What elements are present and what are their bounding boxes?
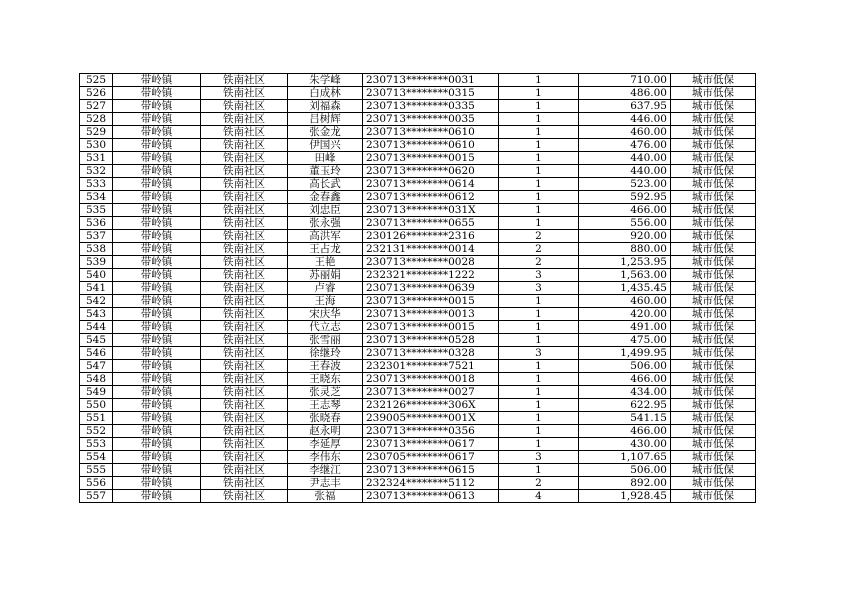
town-cell: 带岭镇 [113, 360, 201, 373]
table-row [80, 425, 756, 438]
id-number-cell: 230713********0028 [363, 256, 499, 269]
assistance-type-cell: 城市低保 [671, 269, 756, 282]
household-count-cell: 3 [499, 269, 579, 282]
row-number: 540 [80, 269, 113, 282]
assistance-type-cell: 城市低保 [671, 399, 756, 412]
amount-cell: 506.00 [579, 464, 671, 477]
name-cell: 高长武 [288, 178, 363, 191]
community-cell: 铁南社区 [201, 412, 288, 425]
row-number: 539 [80, 256, 113, 269]
assistance-type-cell: 城市低保 [671, 100, 756, 113]
household-count-cell: 1 [499, 74, 579, 87]
row-number: 536 [80, 217, 113, 230]
table-row [80, 386, 756, 399]
assistance-type-cell: 城市低保 [671, 477, 756, 490]
household-count-cell: 1 [499, 308, 579, 321]
name-cell: 白成林 [288, 87, 363, 100]
town-cell: 带岭镇 [113, 217, 201, 230]
assistance-type-cell: 城市低保 [671, 334, 756, 347]
amount-cell: 920.00 [579, 230, 671, 243]
assistance-type-cell: 城市低保 [671, 373, 756, 386]
assistance-type-cell: 城市低保 [671, 230, 756, 243]
name-cell: 刘忠臣 [288, 204, 363, 217]
household-count-cell: 1 [499, 87, 579, 100]
town-cell: 带岭镇 [113, 165, 201, 178]
amount-cell: 466.00 [579, 425, 671, 438]
table-row [80, 334, 756, 347]
name-cell: 赵永明 [288, 425, 363, 438]
name-cell: 王海 [288, 295, 363, 308]
assistance-type-cell: 城市低保 [671, 295, 756, 308]
town-cell: 带岭镇 [113, 100, 201, 113]
name-cell: 张福 [288, 490, 363, 503]
household-count-cell: 3 [499, 282, 579, 295]
table-row [80, 178, 756, 191]
table-row [80, 321, 756, 334]
row-number: 547 [80, 360, 113, 373]
amount-cell: 506.00 [579, 360, 671, 373]
id-number-cell: 230713********0035 [363, 113, 499, 126]
household-count-cell: 1 [499, 178, 579, 191]
table-row [80, 282, 756, 295]
amount-cell: 592.95 [579, 191, 671, 204]
community-cell: 铁南社区 [201, 334, 288, 347]
community-cell: 铁南社区 [201, 230, 288, 243]
row-number: 535 [80, 204, 113, 217]
town-cell: 带岭镇 [113, 74, 201, 87]
assistance-type-cell: 城市低保 [671, 490, 756, 503]
name-cell: 徐继玲 [288, 347, 363, 360]
town-cell: 带岭镇 [113, 490, 201, 503]
community-cell: 铁南社区 [201, 165, 288, 178]
row-number: 556 [80, 477, 113, 490]
community-cell: 铁南社区 [201, 425, 288, 438]
town-cell: 带岭镇 [113, 321, 201, 334]
row-number: 557 [80, 490, 113, 503]
amount-cell: 491.00 [579, 321, 671, 334]
town-cell: 带岭镇 [113, 113, 201, 126]
amount-cell: 637.95 [579, 100, 671, 113]
table-row [80, 438, 756, 451]
row-number: 542 [80, 295, 113, 308]
row-number: 545 [80, 334, 113, 347]
household-count-cell: 1 [499, 100, 579, 113]
name-cell: 王占龙 [288, 243, 363, 256]
household-count-cell: 1 [499, 373, 579, 386]
row-number: 527 [80, 100, 113, 113]
community-cell: 铁南社区 [201, 438, 288, 451]
id-number-cell: 230713********0027 [363, 386, 499, 399]
name-cell: 尹志丰 [288, 477, 363, 490]
row-number: 533 [80, 178, 113, 191]
assistance-type-cell: 城市低保 [671, 282, 756, 295]
community-cell: 铁南社区 [201, 87, 288, 100]
row-number: 525 [80, 74, 113, 87]
assistance-type-cell: 城市低保 [671, 425, 756, 438]
id-number-cell: 230713********0610 [363, 126, 499, 139]
table-row [80, 152, 756, 165]
name-cell: 王志琴 [288, 399, 363, 412]
amount-cell: 460.00 [579, 126, 671, 139]
assistance-type-cell: 城市低保 [671, 321, 756, 334]
community-cell: 铁南社区 [201, 464, 288, 477]
amount-cell: 892.00 [579, 477, 671, 490]
assistance-type-cell: 城市低保 [671, 165, 756, 178]
assistance-type-cell: 城市低保 [671, 464, 756, 477]
table-row [80, 87, 756, 100]
amount-cell: 476.00 [579, 139, 671, 152]
amount-cell: 486.00 [579, 87, 671, 100]
amount-cell: 434.00 [579, 386, 671, 399]
household-count-cell: 1 [499, 399, 579, 412]
id-number-cell: 230713********0612 [363, 191, 499, 204]
household-count-cell: 1 [499, 425, 579, 438]
community-cell: 铁南社区 [201, 74, 288, 87]
row-number: 549 [80, 386, 113, 399]
town-cell: 带岭镇 [113, 269, 201, 282]
id-number-cell: 230713********0018 [363, 373, 499, 386]
row-number: 531 [80, 152, 113, 165]
community-cell: 铁南社区 [201, 347, 288, 360]
id-number-cell: 230713********031X [363, 204, 499, 217]
assistance-type-cell: 城市低保 [671, 347, 756, 360]
id-number-cell: 230713********0315 [363, 87, 499, 100]
town-cell: 带岭镇 [113, 386, 201, 399]
household-count-cell: 1 [499, 204, 579, 217]
amount-cell: 523.00 [579, 178, 671, 191]
id-number-cell: 230713********0335 [363, 100, 499, 113]
table-row [80, 230, 756, 243]
assistance-type-cell: 城市低保 [671, 74, 756, 87]
name-cell: 代立志 [288, 321, 363, 334]
amount-cell: 556.00 [579, 217, 671, 230]
name-cell: 张晓春 [288, 412, 363, 425]
row-number: 553 [80, 438, 113, 451]
row-number: 543 [80, 308, 113, 321]
name-cell: 王春波 [288, 360, 363, 373]
community-cell: 铁南社区 [201, 451, 288, 464]
community-cell: 铁南社区 [201, 152, 288, 165]
community-cell: 铁南社区 [201, 217, 288, 230]
table-row [80, 204, 756, 217]
town-cell: 带岭镇 [113, 438, 201, 451]
household-count-cell: 2 [499, 256, 579, 269]
id-number-cell: 230713********0528 [363, 334, 499, 347]
assistance-type-cell: 城市低保 [671, 87, 756, 100]
table-row [80, 295, 756, 308]
community-cell: 铁南社区 [201, 191, 288, 204]
amount-cell: 1,563.00 [579, 269, 671, 282]
town-cell: 带岭镇 [113, 464, 201, 477]
name-cell: 董玉玲 [288, 165, 363, 178]
town-cell: 带岭镇 [113, 204, 201, 217]
assistance-type-cell: 城市低保 [671, 126, 756, 139]
name-cell: 朱学峰 [288, 74, 363, 87]
household-count-cell: 1 [499, 412, 579, 425]
amount-cell: 1,253.95 [579, 256, 671, 269]
household-count-cell: 2 [499, 477, 579, 490]
household-count-cell: 1 [499, 334, 579, 347]
id-number-cell: 230713********0655 [363, 217, 499, 230]
table-row [80, 191, 756, 204]
table-row [80, 347, 756, 360]
row-number: 541 [80, 282, 113, 295]
household-count-cell: 1 [499, 165, 579, 178]
community-cell: 铁南社区 [201, 295, 288, 308]
community-cell: 铁南社区 [201, 386, 288, 399]
town-cell: 带岭镇 [113, 230, 201, 243]
assistance-type-cell: 城市低保 [671, 386, 756, 399]
town-cell: 带岭镇 [113, 425, 201, 438]
household-count-cell: 3 [499, 451, 579, 464]
row-number: 550 [80, 399, 113, 412]
amount-cell: 880.00 [579, 243, 671, 256]
town-cell: 带岭镇 [113, 399, 201, 412]
name-cell: 苏丽娟 [288, 269, 363, 282]
community-cell: 铁南社区 [201, 269, 288, 282]
assistance-type-cell: 城市低保 [671, 412, 756, 425]
community-cell: 铁南社区 [201, 100, 288, 113]
household-count-cell: 2 [499, 243, 579, 256]
amount-cell: 622.95 [579, 399, 671, 412]
town-cell: 带岭镇 [113, 308, 201, 321]
community-cell: 铁南社区 [201, 139, 288, 152]
amount-cell: 460.00 [579, 295, 671, 308]
id-number-cell: 230713********0015 [363, 321, 499, 334]
town-cell: 带岭镇 [113, 477, 201, 490]
town-cell: 带岭镇 [113, 243, 201, 256]
row-number: 538 [80, 243, 113, 256]
household-count-cell: 1 [499, 139, 579, 152]
community-cell: 铁南社区 [201, 113, 288, 126]
town-cell: 带岭镇 [113, 152, 201, 165]
name-cell: 王晓东 [288, 373, 363, 386]
household-count-cell: 3 [499, 347, 579, 360]
row-number: 528 [80, 113, 113, 126]
assistance-type-cell: 城市低保 [671, 360, 756, 373]
amount-cell: 1,928.45 [579, 490, 671, 503]
community-cell: 铁南社区 [201, 490, 288, 503]
table-row [80, 451, 756, 464]
id-number-cell: 232131********0014 [363, 243, 499, 256]
row-number: 537 [80, 230, 113, 243]
table-row [80, 373, 756, 386]
id-number-cell: 230713********0015 [363, 295, 499, 308]
id-number-cell: 230713********0356 [363, 425, 499, 438]
id-number-cell: 230713********0617 [363, 438, 499, 451]
name-cell: 李延厚 [288, 438, 363, 451]
assistance-type-cell: 城市低保 [671, 152, 756, 165]
household-count-cell: 1 [499, 217, 579, 230]
name-cell: 张金龙 [288, 126, 363, 139]
id-number-cell: 230713********0031 [363, 74, 499, 87]
table-row [80, 360, 756, 373]
assistance-type-cell: 城市低保 [671, 139, 756, 152]
assistance-type-cell: 城市低保 [671, 217, 756, 230]
table-row [80, 74, 756, 87]
town-cell: 带岭镇 [113, 178, 201, 191]
name-cell: 田峰 [288, 152, 363, 165]
name-cell: 高洪军 [288, 230, 363, 243]
assistance-type-cell: 城市低保 [671, 113, 756, 126]
town-cell: 带岭镇 [113, 373, 201, 386]
id-number-cell: 230705********0617 [363, 451, 499, 464]
household-count-cell: 1 [499, 295, 579, 308]
assistance-type-cell: 城市低保 [671, 178, 756, 191]
table-row [80, 399, 756, 412]
table-row [80, 256, 756, 269]
table-row [80, 269, 756, 282]
town-cell: 带岭镇 [113, 139, 201, 152]
amount-cell: 440.00 [579, 152, 671, 165]
household-count-cell: 4 [499, 490, 579, 503]
id-number-cell: 232324********5112 [363, 477, 499, 490]
amount-cell: 710.00 [579, 74, 671, 87]
name-cell: 李继江 [288, 464, 363, 477]
name-cell: 张灵芝 [288, 386, 363, 399]
community-cell: 铁南社区 [201, 373, 288, 386]
household-count-cell: 1 [499, 438, 579, 451]
table-row [80, 217, 756, 230]
amount-cell: 466.00 [579, 204, 671, 217]
name-cell: 李伟东 [288, 451, 363, 464]
id-number-cell: 232301********7521 [363, 360, 499, 373]
name-cell: 宋庆华 [288, 308, 363, 321]
name-cell: 金春鑫 [288, 191, 363, 204]
id-number-cell: 230126********2316 [363, 230, 499, 243]
community-cell: 铁南社区 [201, 282, 288, 295]
row-number: 544 [80, 321, 113, 334]
id-number-cell: 230713********0620 [363, 165, 499, 178]
name-cell: 吕树辉 [288, 113, 363, 126]
row-number: 552 [80, 425, 113, 438]
community-cell: 铁南社区 [201, 308, 288, 321]
household-count-cell: 2 [499, 230, 579, 243]
town-cell: 带岭镇 [113, 256, 201, 269]
table-row [80, 113, 756, 126]
community-cell: 铁南社区 [201, 360, 288, 373]
assistance-type-cell: 城市低保 [671, 451, 756, 464]
household-count-cell: 1 [499, 360, 579, 373]
row-number: 551 [80, 412, 113, 425]
row-number: 548 [80, 373, 113, 386]
row-number: 529 [80, 126, 113, 139]
id-number-cell: 232126********306X [363, 399, 499, 412]
amount-cell: 430.00 [579, 438, 671, 451]
id-number-cell: 232321********1222 [363, 269, 499, 282]
community-cell: 铁南社区 [201, 243, 288, 256]
amount-cell: 420.00 [579, 308, 671, 321]
assistance-type-cell: 城市低保 [671, 308, 756, 321]
community-cell: 铁南社区 [201, 399, 288, 412]
id-number-cell: 230713********0328 [363, 347, 499, 360]
household-count-cell: 1 [499, 126, 579, 139]
community-cell: 铁南社区 [201, 178, 288, 191]
name-cell: 卢睿 [288, 282, 363, 295]
household-count-cell: 1 [499, 191, 579, 204]
household-count-cell: 1 [499, 152, 579, 165]
table-row [80, 477, 756, 490]
community-cell: 铁南社区 [201, 321, 288, 334]
amount-cell: 475.00 [579, 334, 671, 347]
community-cell: 铁南社区 [201, 256, 288, 269]
town-cell: 带岭镇 [113, 295, 201, 308]
town-cell: 带岭镇 [113, 282, 201, 295]
amount-cell: 1,499.95 [579, 347, 671, 360]
amount-cell: 440.00 [579, 165, 671, 178]
household-count-cell: 1 [499, 386, 579, 399]
id-number-cell: 230713********0015 [363, 152, 499, 165]
name-cell: 张永强 [288, 217, 363, 230]
id-number-cell: 230713********0639 [363, 282, 499, 295]
row-number: 555 [80, 464, 113, 477]
row-number: 530 [80, 139, 113, 152]
town-cell: 带岭镇 [113, 334, 201, 347]
row-number: 534 [80, 191, 113, 204]
community-cell: 铁南社区 [201, 204, 288, 217]
id-number-cell: 230713********0614 [363, 178, 499, 191]
assistance-type-cell: 城市低保 [671, 243, 756, 256]
household-count-cell: 1 [499, 321, 579, 334]
town-cell: 带岭镇 [113, 191, 201, 204]
town-cell: 带岭镇 [113, 87, 201, 100]
community-cell: 铁南社区 [201, 477, 288, 490]
row-number: 554 [80, 451, 113, 464]
id-number-cell: 230713********0615 [363, 464, 499, 477]
town-cell: 带岭镇 [113, 412, 201, 425]
id-number-cell: 230713********0610 [363, 139, 499, 152]
table-row [80, 243, 756, 256]
table-row [80, 490, 756, 503]
assistance-type-cell: 城市低保 [671, 191, 756, 204]
id-number-cell: 239005********001X [363, 412, 499, 425]
amount-cell: 541.15 [579, 412, 671, 425]
table-body [80, 74, 756, 503]
town-cell: 带岭镇 [113, 126, 201, 139]
town-cell: 带岭镇 [113, 347, 201, 360]
table-row [80, 464, 756, 477]
amount-cell: 446.00 [579, 113, 671, 126]
amount-cell: 1,435.45 [579, 282, 671, 295]
name-cell: 刘福森 [288, 100, 363, 113]
community-cell: 铁南社区 [201, 126, 288, 139]
assistance-type-cell: 城市低保 [671, 438, 756, 451]
household-count-cell: 1 [499, 464, 579, 477]
amount-cell: 1,107.65 [579, 451, 671, 464]
row-number: 546 [80, 347, 113, 360]
data-table [79, 73, 756, 503]
assistance-type-cell: 城市低保 [671, 204, 756, 217]
name-cell: 伊国兴 [288, 139, 363, 152]
table-row [80, 100, 756, 113]
row-number: 532 [80, 165, 113, 178]
name-cell: 王艳 [288, 256, 363, 269]
table-row [80, 165, 756, 178]
row-number: 526 [80, 87, 113, 100]
amount-cell: 466.00 [579, 373, 671, 386]
name-cell: 张雪丽 [288, 334, 363, 347]
household-count-cell: 1 [499, 113, 579, 126]
table-row [80, 308, 756, 321]
id-number-cell: 230713********0013 [363, 308, 499, 321]
town-cell: 带岭镇 [113, 451, 201, 464]
table-row [80, 126, 756, 139]
table-row [80, 139, 756, 152]
table-row [80, 412, 756, 425]
id-number-cell: 230713********0613 [363, 490, 499, 503]
assistance-type-cell: 城市低保 [671, 256, 756, 269]
